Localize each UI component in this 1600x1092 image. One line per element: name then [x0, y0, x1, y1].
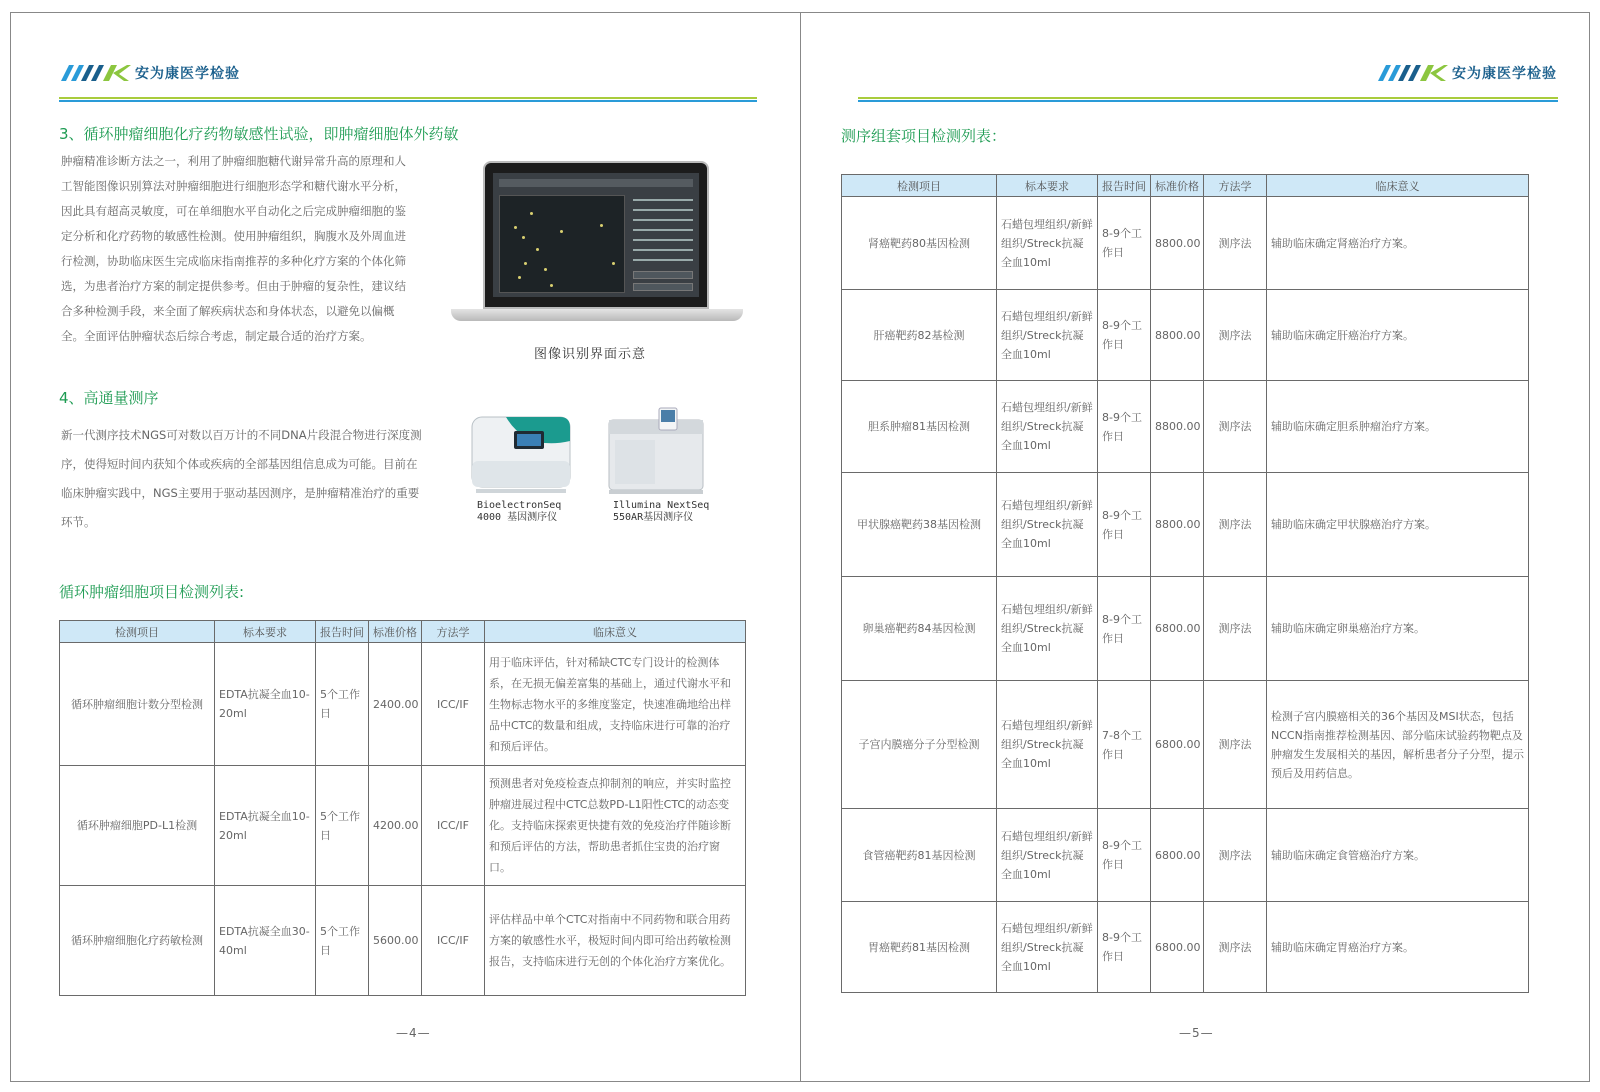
instrument2-name: Illumina NextSeq — [613, 500, 710, 511]
col-header: 标准价格 — [1151, 175, 1204, 197]
cell-price: 5600.00 — [369, 886, 422, 996]
cell-time: 5个工作日 — [316, 886, 369, 996]
col-header: 标本要求 — [997, 175, 1098, 197]
cell-item: 胆系肿瘤81基因检测 — [842, 381, 997, 473]
section4-paragraph — [61, 421, 449, 537]
brand-name: 安为康医学检验 — [1452, 66, 1557, 82]
cell-method: 测序法 — [1204, 290, 1267, 381]
cell-time: 8-9个工作日 — [1098, 197, 1151, 290]
cell-price: 4200.00 — [369, 766, 422, 886]
section4-title: 4、高通量测序 — [59, 389, 159, 407]
cell-meaning: 用于临床评估，针对稀缺CTC专门设计的检测体系，在无损无偏差富集的基础上，通过代谢水平和生物标志物水平的多维度鉴定，快速准确地给出样品中CTC的数量和组成，支持临床进行可靠的治疗和预后评估。 — [485, 643, 746, 766]
table-row — [842, 473, 1529, 577]
paragraph-line: 因此具有超高灵敏度，可在单细胞水平自动化之后完成肿瘤细胞的鉴 — [61, 204, 406, 218]
paragraph-line: 临床肿瘤实践中，NGS主要用于驱动基因测序，是肿瘤精准治疗的重要 — [61, 486, 420, 500]
cell-meaning: 辅助临床确定卵巢癌治疗方案。 — [1267, 577, 1529, 681]
table-row — [842, 681, 1529, 809]
cell-method: 测序法 — [1204, 577, 1267, 681]
cell-item: 肝癌靶药82基检测 — [842, 290, 997, 381]
section3-title: 3、循环肿瘤细胞化疗药物敏感性试验，即肿瘤细胞体外药敏 — [59, 125, 459, 143]
illumina-nextseq-sequencer-image — [601, 406, 711, 498]
cell-price: 8800.00 — [1151, 473, 1204, 577]
instrument1-caption — [477, 500, 561, 524]
paragraph-line: 定分析和化疗药物的敏感性检测。使用肿瘤组织，胸腹水及外周血进 — [61, 229, 406, 243]
col-header: 检测项目 — [60, 621, 215, 643]
cell-time: 8-9个工作日 — [1098, 577, 1151, 681]
recognition-ui-screen — [493, 173, 699, 297]
cell-item: 循环肿瘤细胞计数分型检测 — [60, 643, 215, 766]
cell-method: ICC/IF — [422, 766, 485, 886]
col-header: 标准价格 — [369, 621, 422, 643]
cell-method: 测序法 — [1204, 681, 1267, 809]
laptop-base — [451, 309, 743, 321]
paragraph-line: 全。全面评估肿瘤状态后综合考虑，制定最合适的治疗方案。 — [61, 329, 372, 343]
ctc-table-title: 循环肿瘤细胞项目检测列表: — [59, 583, 245, 601]
paragraph-line: 工智能图像识别算法对肿瘤细胞进行细胞形态学和糖代谢水平分析， — [61, 179, 406, 193]
cell-time: 8-9个工作日 — [1098, 902, 1151, 993]
table-row — [842, 197, 1529, 290]
right-page — [800, 12, 1590, 1082]
cell-item: 卵巢癌靶药84基因检测 — [842, 577, 997, 681]
ui-toolbar — [499, 179, 693, 187]
cell-sample: 石蜡包埋组织/新鲜组织/Streck抗凝全血10ml — [997, 902, 1098, 993]
cell-sample: EDTA抗凝全血30-40ml — [215, 886, 316, 996]
header-rule — [858, 97, 1558, 102]
col-header: 方法学 — [422, 621, 485, 643]
cell-sample: 石蜡包埋组织/新鲜组织/Streck抗凝全血10ml — [997, 809, 1098, 902]
cell-method: ICC/IF — [422, 643, 485, 766]
table-row — [842, 381, 1529, 473]
paragraph-line: 行检测，协助临床医生完成临床指南推荐的多种化疗方案的个体化筛 — [61, 254, 406, 268]
header-rule — [59, 97, 757, 102]
cell-item: 食管癌靶药81基因检测 — [842, 809, 997, 902]
cell-sample: 石蜡包埋组织/新鲜组织/Streck抗凝全血10ml — [997, 381, 1098, 473]
cell-item: 甲状腺癌靶药38基因检测 — [842, 473, 997, 577]
bioelectronseq-sequencer-image — [466, 411, 576, 497]
logo-mark-icon — [61, 64, 131, 82]
cell-method: 测序法 — [1204, 381, 1267, 473]
cell-time: 8-9个工作日 — [1098, 473, 1151, 577]
logo-mark-icon — [1378, 64, 1448, 82]
cell-price: 6800.00 — [1151, 577, 1204, 681]
brand-name: 安为康医学检验 — [135, 66, 240, 82]
paragraph-line: 选，为患者治疗方案的制定提供参考。但由于肿瘤的复杂性，建议结 — [61, 279, 406, 293]
cell-meaning: 辅助临床确定肾癌治疗方案。 — [1267, 197, 1529, 290]
cell-time: 5个工作日 — [316, 643, 369, 766]
page-number: —4— — [396, 1026, 431, 1040]
table-row — [842, 902, 1529, 993]
col-header: 临床意义 — [1267, 175, 1529, 197]
cell-price: 6800.00 — [1151, 681, 1204, 809]
cell-sample: 石蜡包埋组织/新鲜组织/Streck抗凝全血10ml — [997, 473, 1098, 577]
cell-price: 2400.00 — [369, 643, 422, 766]
cell-meaning: 预测患者对免疫检查点抑制剂的响应，并实时监控肿瘤进展过程中CTC总数PD-L1阳性CTC的动态变化。支持临床探索更快捷有效的免疫治疗伴随诊断和预后评估的方法，帮助患者抓住宝贵的治疗窗口。 — [485, 766, 746, 886]
instrument1-desc: 4000 基因测序仪 — [477, 512, 558, 523]
cell-image-view — [499, 195, 625, 293]
left-page — [10, 12, 801, 1082]
cell-price: 8800.00 — [1151, 197, 1204, 290]
seq-table-title: 测序组套项目检测列表： — [841, 127, 1007, 145]
table-header-row — [842, 175, 1529, 197]
figure-caption: 图像识别界面示意 — [534, 347, 647, 362]
cell-meaning: 检测子宫内膜癌相关的36个基因及MSI状态，包括NCCN指南推荐检测基因、部分临床试验药物靶点及肿瘤发生发展相关的基因，解析患者分子分型，提示预后及用药信息。 — [1267, 681, 1529, 809]
ctc-test-table — [59, 620, 746, 996]
table-row — [842, 809, 1529, 902]
cell-sample: 石蜡包埋组织/新鲜组织/Streck抗凝全血10ml — [997, 197, 1098, 290]
cell-method: 测序法 — [1204, 197, 1267, 290]
cell-method: ICC/IF — [422, 886, 485, 996]
cell-time: 8-9个工作日 — [1098, 290, 1151, 381]
section3-paragraph — [61, 149, 449, 349]
table-header-row — [60, 621, 746, 643]
cell-sample: EDTA抗凝全血10-20ml — [215, 643, 316, 766]
cell-item: 胃癌靶药81基因检测 — [842, 902, 997, 993]
cell-sample: 石蜡包埋组织/新鲜组织/Streck抗凝全血10ml — [997, 290, 1098, 381]
col-header: 临床意义 — [485, 621, 746, 643]
table-row — [60, 766, 746, 886]
cell-sample: EDTA抗凝全血10-20ml — [215, 766, 316, 886]
cell-item: 肾癌靶药80基因检测 — [842, 197, 997, 290]
cell-time: 8-9个工作日 — [1098, 381, 1151, 473]
ui-control-panel — [633, 195, 693, 293]
cell-price: 6800.00 — [1151, 809, 1204, 902]
brand-logo — [1378, 63, 1557, 83]
col-header: 方法学 — [1204, 175, 1267, 197]
page-number: —5— — [1179, 1026, 1214, 1040]
cell-item: 循环肿瘤细胞PD-L1检测 — [60, 766, 215, 886]
instrument2-caption — [613, 500, 709, 524]
laptop-screen — [483, 161, 709, 309]
paragraph-line: 新一代测序技术NGS可对数以百万计的不同DNA片段混合物进行深度测 — [61, 428, 422, 442]
cell-meaning: 辅助临床确定食管癌治疗方案。 — [1267, 809, 1529, 902]
cell-sample: 石蜡包埋组织/新鲜组织/Streck抗凝全血10ml — [997, 577, 1098, 681]
cell-price: 8800.00 — [1151, 381, 1204, 473]
cell-method: 测序法 — [1204, 809, 1267, 902]
cell-item: 子宫内膜癌分子分型检测 — [842, 681, 997, 809]
brand-logo — [61, 63, 240, 83]
cell-sample: 石蜡包埋组织/新鲜组织/Streck抗凝全血10ml — [997, 681, 1098, 809]
table-row — [60, 886, 746, 996]
cell-meaning: 辅助临床确定胃癌治疗方案。 — [1267, 902, 1529, 993]
cell-meaning: 评估样品中单个CTC对指南中不同药物和联合用药方案的敏感性水平，极短时间内即可给出药敏检测报告，支持临床进行无创的个体化治疗方案优化。 — [485, 886, 746, 996]
paragraph-line: 合多种检测手段，来全面了解疾病状态和身体状态，以避免以偏概 — [61, 304, 395, 318]
seq-test-table — [841, 174, 1529, 993]
table-row — [842, 290, 1529, 381]
col-header: 报告时间 — [1098, 175, 1151, 197]
col-header: 检测项目 — [842, 175, 997, 197]
instrument2-desc: 550AR基因测序仪 — [613, 512, 694, 523]
instrument1-name: BioelectronSeq — [477, 500, 562, 511]
col-header: 报告时间 — [316, 621, 369, 643]
cell-method: 测序法 — [1204, 902, 1267, 993]
paragraph-line: 环节。 — [61, 515, 96, 529]
cell-method: 测序法 — [1204, 473, 1267, 577]
cell-price: 8800.00 — [1151, 290, 1204, 381]
cell-time: 8-9个工作日 — [1098, 809, 1151, 902]
image-recognition-laptop-figure — [451, 161, 743, 333]
cell-time: 7-8个工作日 — [1098, 681, 1151, 809]
table-row — [60, 643, 746, 766]
cell-price: 6800.00 — [1151, 902, 1204, 993]
table-row — [842, 577, 1529, 681]
col-header: 标本要求 — [215, 621, 316, 643]
cell-meaning: 辅助临床确定胆系肿瘤治疗方案。 — [1267, 381, 1529, 473]
cell-item: 循环肿瘤细胞化疗药敏检测 — [60, 886, 215, 996]
paragraph-line: 序，使得短时间内获知个体或疾病的全部基因组信息成为可能。目前在 — [61, 457, 418, 471]
cell-meaning: 辅助临床确定甲状腺癌治疗方案。 — [1267, 473, 1529, 577]
paragraph-line: 肿瘤精准诊断方法之一，利用了肿瘤细胞糖代谢异常升高的原理和人 — [61, 154, 406, 168]
cell-meaning: 辅助临床确定肝癌治疗方案。 — [1267, 290, 1529, 381]
cell-time: 5个工作日 — [316, 766, 369, 886]
